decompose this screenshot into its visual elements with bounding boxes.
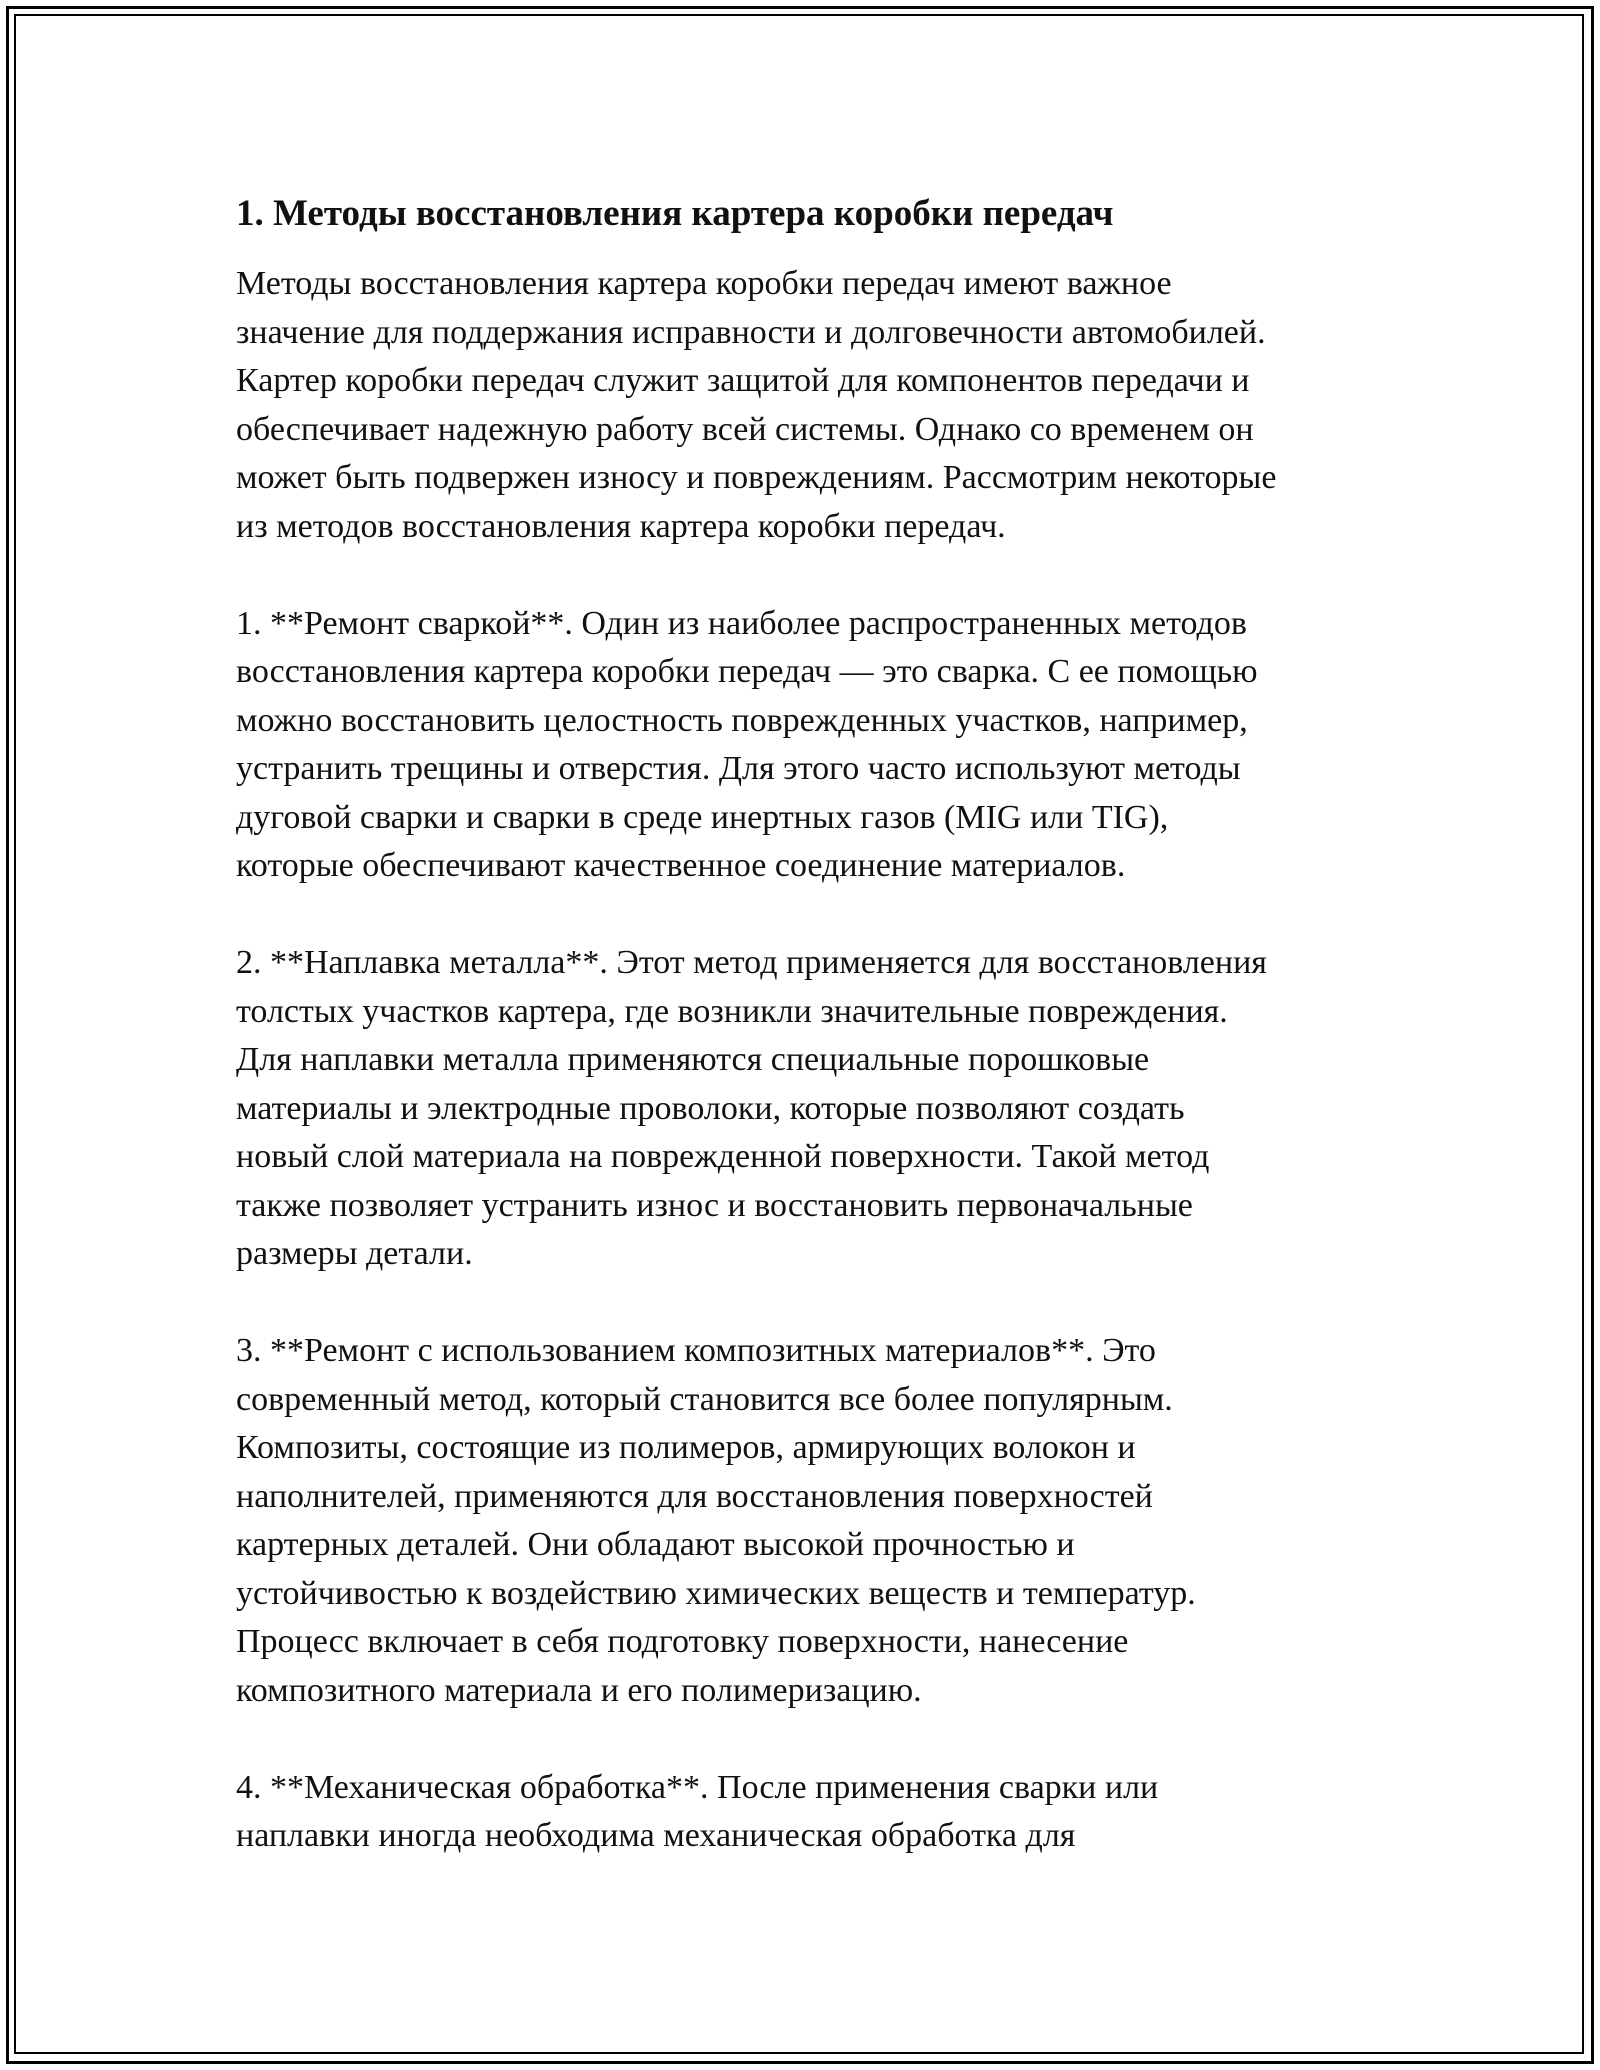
intro-paragraph: Методы восстановления картера коробки передач имеют важное значение для поддержания исправности и долговечности автомобилей. Картер коробки передач служит защитой для компонентов передачи и обеспечивает надежную работу всей системы. Однако со временем он может быть подвержен износу и повреждениям. Рассмотрим некоторые из методов восстановления картера коробки передач. (236, 265, 1277, 545)
machining-paragraph: 4. **Механическая обработка**. После применения сварки или наплавки иногда необходима механическая обработка для (236, 1768, 1159, 1854)
document-body (236, 188, 1396, 1861)
section-heading: 1. Методы восстановления картера коробки передач (236, 193, 1114, 234)
welding-paragraph: 1. **Ремонт сваркой**. Один из наиболее распространенных методов восстановления картера коробки передач — это сварка. С ее помощью можно восстановить целостность поврежденных участков, например, устранить трещины и отверстия. Для этого часто используют методы дуговой сварки и сварки в среде инертных газов (MIG или TIG), которые обеспечивают качественное соединение материалов. (236, 604, 1258, 884)
composite-repair-paragraph: 3. **Ремонт с использованием композитных материалов**. Это современный метод, который становится все более популярным. Композиты, состоящие из полимеров, армирующих волокон и наполнителей, применяются для восстановления поверхностей картерных деталей. Они обладают высокой прочностью и устойчивостью к воздействию химических веществ и температур. Процесс включает в себя подготовку поверхности, нанесение композитного материала и его полимеризацию. (236, 1332, 1196, 1709)
metal-deposition-paragraph: 2. **Наплавка металла**. Этот метод применяется для восстановления толстых участков картера, где возникли значительные повреждения. Для наплавки металла применяются специальные порошковые материалы и электродные проволоки, которые позволяют создать новый слой материала на поврежденной поверхности. Такой метод также позволяет устранить износ и восстановить первоначальные размеры детали. (236, 944, 1267, 1272)
